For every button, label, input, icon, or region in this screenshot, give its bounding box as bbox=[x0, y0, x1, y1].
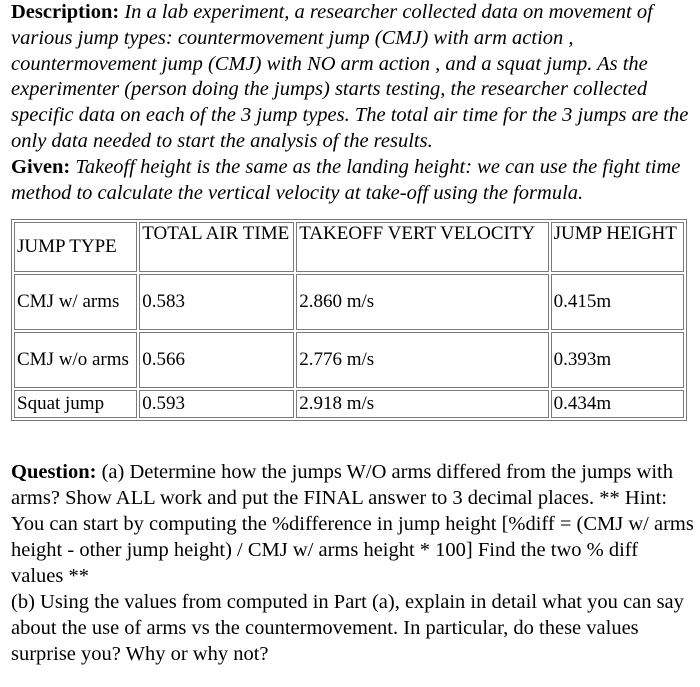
question-section bbox=[11, 459, 695, 667]
table-row bbox=[14, 390, 684, 418]
table-row bbox=[14, 274, 684, 330]
table-row bbox=[14, 332, 684, 388]
description-label: Description: bbox=[11, 1, 120, 23]
cell-jump-height: 0.393m bbox=[551, 332, 684, 388]
question-part-a bbox=[11, 459, 695, 589]
cell-air-time: 0.593 bbox=[139, 390, 294, 418]
description-text: In a lab experiment, a researcher collected data on movement of various jump types: countermovement jump (CMJ) with arm action , countermovement jump (CMJ) with NO arm action , and a squat jump. As the experimenter (person doing the jumps) starts testing, the researcher collected specific data on each of the 3 jump types. The total air time for the 3 jumps are the only data needed to start the analysis of the results. bbox=[11, 1, 689, 152]
intro-section bbox=[11, 0, 695, 206]
cell-jump-height: 0.415m bbox=[551, 274, 684, 330]
header-takeoff-vert-velocity: TAKEOFF VERT VELOCITY bbox=[296, 222, 548, 272]
question-part-a-text: (a) Determine how the jumps W/O arms differed from the jumps with arms? Show ALL work and put the FINAL answer to 3 decimal places. ** Hint: You can start by computing the %difference in jump height [%diff = (CMJ w/ arms height - other jump height) / CMJ w/ arms height * 100] Find the two % diff values ** bbox=[11, 461, 694, 587]
cell-air-time: 0.583 bbox=[139, 274, 294, 330]
cell-velocity: 2.776 m/s bbox=[296, 332, 548, 388]
description-paragraph bbox=[11, 0, 695, 155]
given-paragraph bbox=[11, 155, 695, 207]
cell-air-time: 0.566 bbox=[139, 332, 294, 388]
cell-jump-type: CMJ w/ arms bbox=[14, 274, 137, 330]
table-header-row bbox=[14, 222, 684, 272]
jump-data-table bbox=[11, 219, 687, 421]
question-label: Question: bbox=[11, 461, 97, 483]
given-label: Given: bbox=[11, 155, 71, 178]
header-jump-type: JUMP TYPE bbox=[14, 222, 137, 272]
cell-velocity: 2.860 m/s bbox=[296, 274, 548, 330]
cell-jump-height: 0.434m bbox=[551, 390, 684, 418]
given-text: Takeoff height is the same as the landing height: we can use the fight time method to calculate the vertical velocity at take-off using the formula. bbox=[11, 155, 681, 204]
cell-jump-type: Squat jump bbox=[14, 390, 137, 418]
header-total-air-time: TOTAL AIR TIME bbox=[139, 222, 294, 272]
cell-velocity: 2.918 m/s bbox=[296, 390, 548, 418]
cell-jump-type: CMJ w/o arms bbox=[14, 332, 137, 388]
header-jump-height: JUMP HEIGHT bbox=[551, 222, 684, 272]
question-part-b: (b) Using the values from computed in Part (a), explain in detail what you can say about the use of arms vs the countermovement. In particular, do these values surprise you? Why or why not? bbox=[11, 591, 684, 665]
